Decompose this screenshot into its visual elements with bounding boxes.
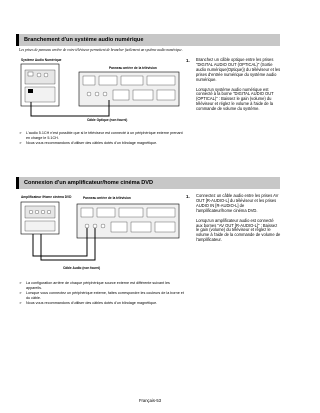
- cable-label: Câble Audio (non fourni): [63, 266, 101, 270]
- step: [186, 58, 281, 117]
- arrow-right-icon: ➢: [19, 291, 23, 295]
- connection-diagram-graphic: [19, 194, 182, 278]
- note: ➢ Lorsque vous connectez un périphérique externe, faites correspondre les couleurs de la borne et du câble.: [19, 291, 184, 300]
- section1-steps: [186, 58, 281, 117]
- step-paragraph: Lorsqu'un système audio numérique est connecté à la borne "DIGITAL AUDIO OUT (OPTICAL)" : Baissez le gain (volume) du téléviseur et réglez le volume à l'aide de la commande de volume du système.: [196, 86, 274, 112]
- arrow-right-icon: ➢: [19, 301, 23, 305]
- audio-system-label: Système Audio Numérique: [21, 58, 62, 62]
- page-number: Français-53: [138, 398, 162, 403]
- step-paragraph: Connectez un câble audio entre les prises AV OUT [R-AUDIO-L] du téléviseur et les prises AUDIO IN [R-AUDIO-L] de l'amplificateur/home cinéma DVD.: [196, 193, 279, 213]
- note: ➢ La configuration arrière de chaque périphérique source externe est différente suivant les appareils.: [19, 281, 170, 290]
- section2-notes: [19, 281, 184, 307]
- note: ➢ L'audio 5.1CH n'est possible que si le téléviseur est connecté à un périphérique externe prenant en charge le 5.1CH.: [19, 131, 183, 140]
- tv-panel-label: Panneau arrière de la télévision: [83, 196, 131, 200]
- amplifier-diagram: [19, 194, 182, 278]
- cable-label: Câble Optique (non fourni): [87, 118, 128, 122]
- step: [186, 194, 281, 248]
- section2-steps: [186, 194, 281, 248]
- digital-audio-diagram: [19, 58, 182, 128]
- section-title: Branchement d'un système audio numérique: [24, 37, 144, 43]
- note: ➢ Nous vous recommandons d'utiliser des câbles dotés d'un blindage magnétique.: [19, 141, 158, 145]
- arrow-right-icon: ➢: [19, 131, 23, 135]
- note: ➢ Nous vous recommandons d'utiliser des câbles dotés d'un blindage magnétique.: [19, 301, 158, 305]
- section-header-amplifier: [16, 177, 280, 189]
- step-number: 1.: [186, 58, 190, 63]
- step-paragraph: Lorsqu'un amplificateur audio est connecté aux bornes "AV OUT [R-AUDIO-L]" : Baissez le gain (volume) du téléviseur et réglez le volume à l'aide de la commande de volume de l'amplificateur.: [196, 217, 281, 243]
- arrow-right-icon: ➢: [19, 281, 23, 285]
- amplifier-label: Amplificateur /Home cinéma DVD: [21, 195, 72, 199]
- step-number: 1.: [186, 194, 190, 199]
- step-paragraph: Branchez un câble optique entre les prises "DIGITAL AUDIO OUT (OPTICAL)" (Sortie audio numérique(Optique)) du téléviseur et les prises d'entrée numérique du système audio numérique.: [196, 57, 281, 82]
- section-header-digital-audio: [16, 34, 280, 46]
- section-title: Connexion d'un amplificateur/home cinéma DVD: [24, 180, 154, 186]
- tv-panel-label: Panneau arrière de la télévision: [109, 66, 157, 70]
- arrow-right-icon: ➢: [19, 141, 23, 145]
- section1-notes: [19, 131, 184, 147]
- section-intro: Les prises de panneau arrière de votre téléviseur permettent de brancher facilement un système audio numérique.: [19, 48, 183, 52]
